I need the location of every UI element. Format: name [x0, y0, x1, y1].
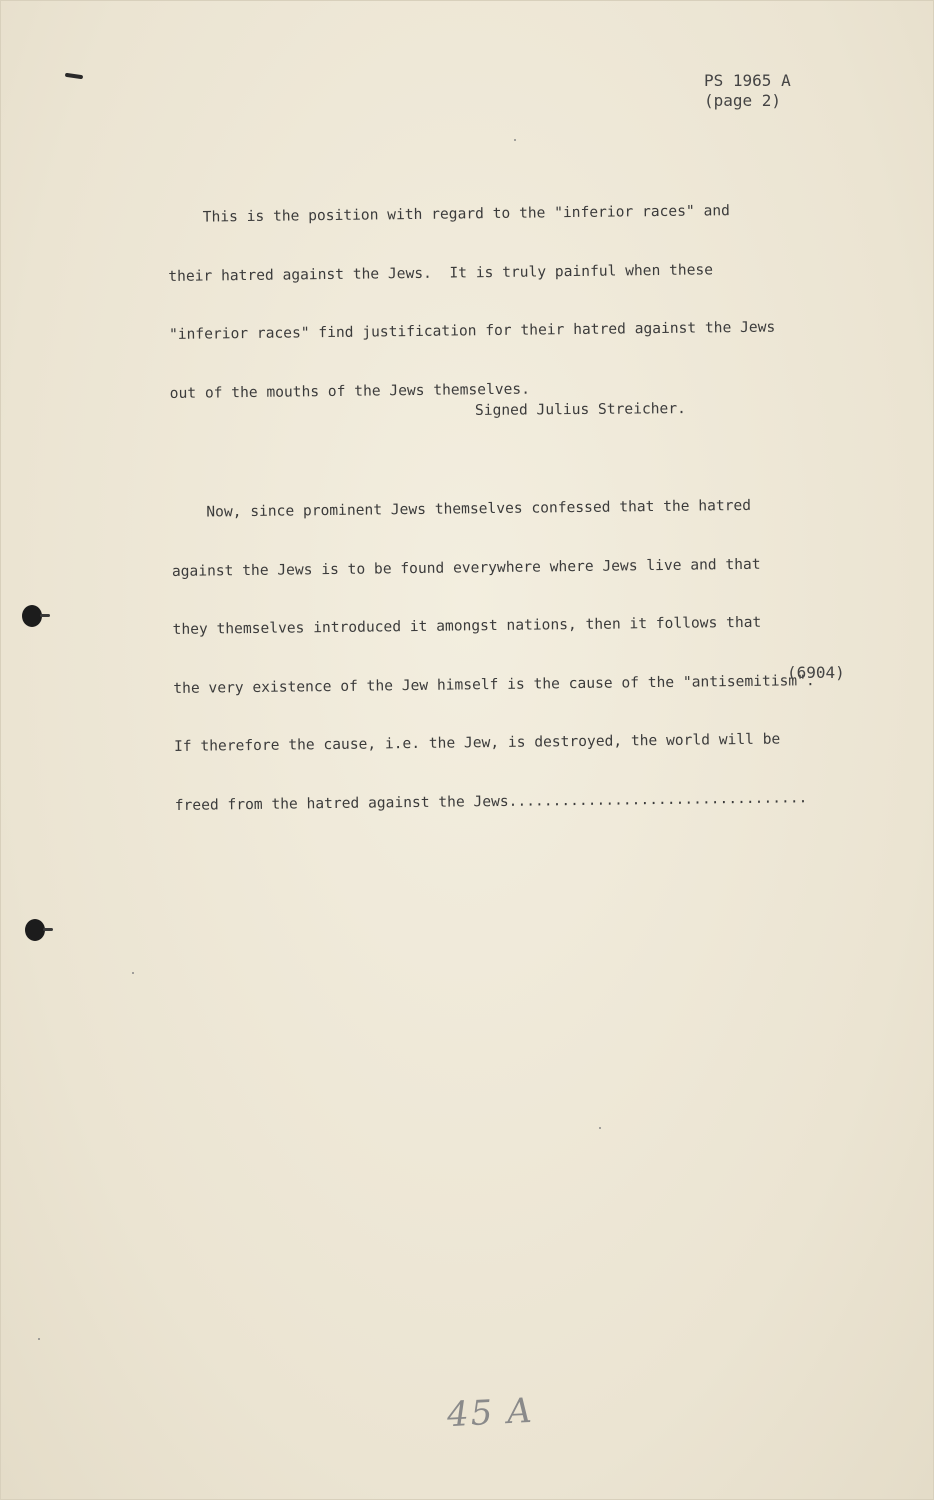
text-line: freed from the hatred against the Jews.................................. [174, 788, 808, 814]
handwritten-page-note: 45 A [446, 1390, 535, 1436]
document-reference [704, 71, 791, 111]
text-line: they themselves introduced it amongst nations, then it follows that [172, 613, 762, 638]
paragraph-1 [167, 160, 870, 442]
text-line: against the Jews is to be found everywhere where Jews live and that [171, 555, 761, 580]
page-indicator: (page 2) [704, 91, 782, 110]
document-number: (6904) [787, 663, 845, 682]
text-line: their hatred against the Jews. It is truly painful when these [168, 260, 714, 285]
paper-speck [514, 139, 516, 141]
reference-number: PS 1965 A [704, 71, 791, 90]
paper-speck [132, 972, 134, 974]
text-line: Now, since prominent Jews themselves confessed that the hatred [171, 496, 752, 521]
punch-hole-icon [22, 605, 42, 627]
punch-hole-icon [25, 919, 45, 941]
text-line: the very existence of the Jew himself is the cause of the "antisemitism". [173, 671, 815, 697]
text-line: "inferior races" find justification for their hatred against the Jews [168, 318, 776, 343]
text-line: This is the position with regard to the "inferior races" and [167, 202, 730, 226]
paper-speck [599, 1127, 601, 1129]
staple-mark [65, 73, 83, 79]
signature-line: Signed Julius Streicher. [474, 400, 686, 419]
paragraph-2 [171, 455, 876, 854]
text-line: If therefore the cause, i.e. the Jew, is destroyed, the world will be [173, 730, 781, 755]
paper-speck [38, 1338, 40, 1340]
text-line: out of the mouths of the Jews themselves. [169, 380, 531, 402]
document-body [167, 160, 876, 875]
